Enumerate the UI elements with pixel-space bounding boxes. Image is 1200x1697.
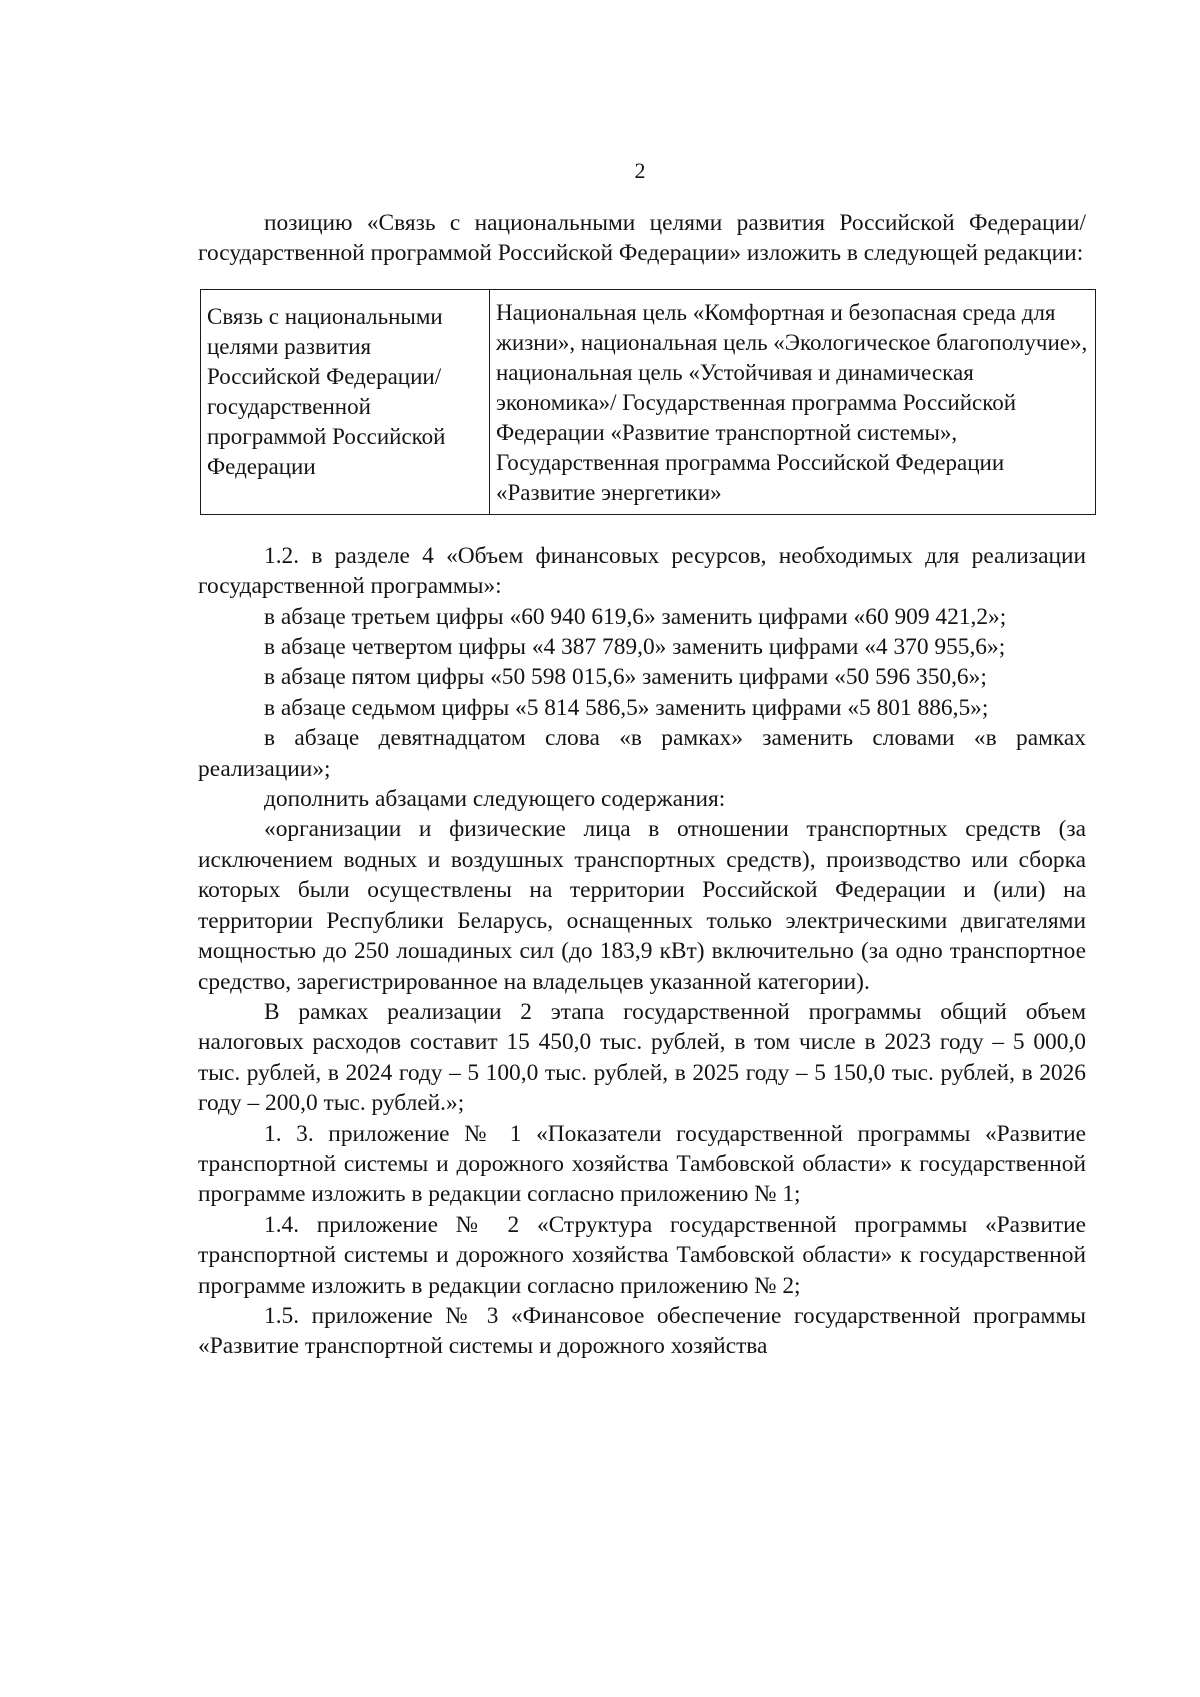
table-cell-label: Связь с национальными целями развития Российской Федерации/ государственной программой Российской Федерации — [201, 289, 490, 514]
paragraph-appendix-2: 1.4. приложение № 2 «Структура государственной программы «Развитие транспортной системы и дорожного хозяйства Тамбовской области» к государственной программе изложить в редакции согласно приложению № 2; — [198, 1211, 1086, 1299]
paragraph-amendment-third: в абзаце третьем цифры «60 940 619,6» заменить цифрами «60 909 421,2»; — [264, 603, 1007, 630]
table-cell-value: Национальная цель «Комфортная и безопасная среда для жизни», национальная цель «Экологическое благополучие», национальная цель «Устойчивая и динамическая экономика»/ Государственная программа Российской Федерации «Развитие транспортной системы», Государственная программа Российской Федерации «Развитие энергетики» — [490, 289, 1096, 514]
page-number: 2 — [634, 158, 646, 183]
paragraph-section-1-2: 1.2. в разделе 4 «Объем финансовых ресурсов, необходимых для реализации государственной программы»: — [198, 542, 1086, 600]
paragraph-appendix-1: 1. 3. приложение № 1 «Показатели государственной программы «Развитие транспортной системы и дорожного хозяйства Тамбовской области» к государственной программе изложить в редакции согласно приложению № 1; — [198, 1120, 1086, 1208]
paragraph-amendment-seventh: в абзаце седьмом цифры «5 814 586,5» заменить цифрами «5 801 886,5»; — [264, 694, 989, 721]
intro-paragraph: позицию «Связь с национальными целями развития Российской Федерации/государственной программой Российской Федерации» изложить в следующей редакции: — [198, 210, 1086, 267]
document-body — [198, 208, 1086, 1362]
paragraph-supplement-intro: дополнить абзацами следующего содержания: — [264, 786, 726, 813]
national-goals-table — [200, 289, 1096, 515]
paragraph-appendix-3: 1.5. приложение № 3 «Финансовое обеспечение государственной программы «Развитие транспортной системы и дорожного хозяйства — [198, 1302, 1086, 1360]
paragraph-amendment-nineteenth: в абзаце девятнадцатом слова «в рамках» заменить словами «в рамках реализации»; — [198, 725, 1086, 782]
paragraph-amendment-fifth: в абзаце пятом цифры «50 598 015,6» заменить цифрами «50 596 350,6»; — [264, 664, 987, 691]
paragraph-amendment-fourth: в абзаце четвертом цифры «4 387 789,0» заменить цифрами «4 370 955,6»; — [264, 634, 1006, 661]
paragraph-supplement-organizations: «организации и физические лица в отношении транспортных средств (за исключением водных и воздушных транспортных средств), производство или сборка которых были осуществлены на территории Российской Федерации и (или) на территории Республики Беларусь, оснащенных только электрическими двигателями мощностью до 250 лошадиных сил (до 183,9 кВт) включительно (за одно транспортное средство, зарегистрированное на владельцев указанной категории). — [198, 816, 1086, 995]
table-row — [201, 289, 1096, 514]
paragraph-tax-expenses: В рамках реализации 2 этапа государственной программы общий объем налоговых расходов составит 15 450,0 тыс. рублей, в том числе в 2023 году – 5 000,0 тыс. рублей, в 2024 году – 5 100,0 тыс. рублей, в 2025 году – 5 150,0 тыс. рублей, в 2026 году – 200,0 тыс. рублей.»; — [198, 998, 1086, 1117]
